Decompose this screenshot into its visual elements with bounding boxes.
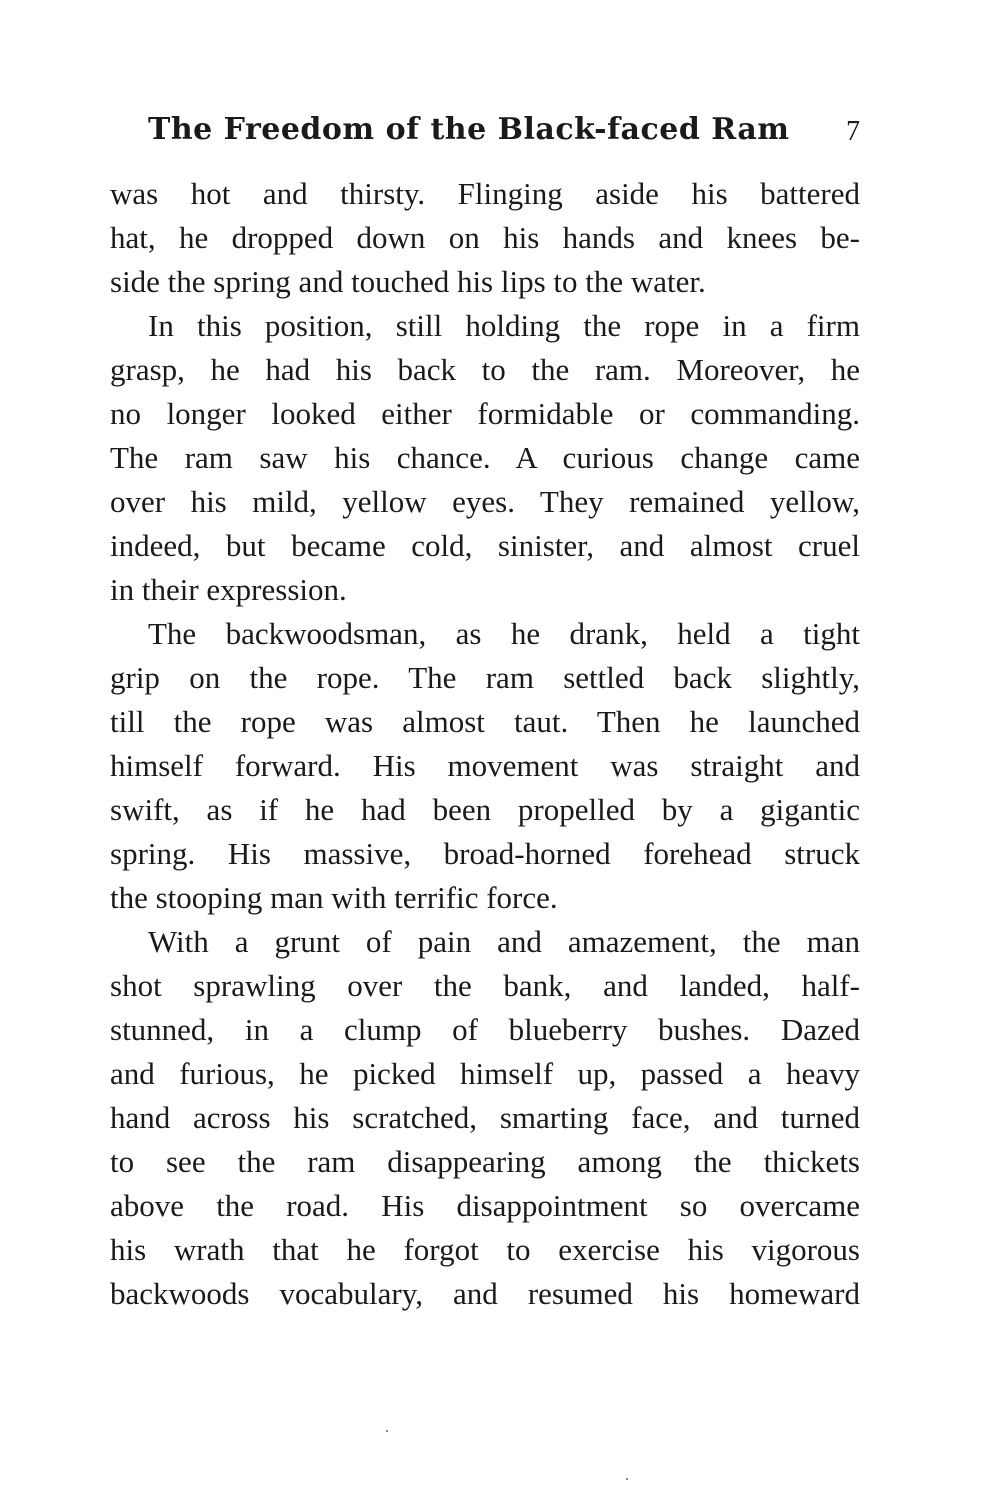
- text-line: in their expression.: [110, 572, 347, 607]
- text-line: stunned, in a clump of blueberry bushes. Dazed: [110, 1012, 860, 1047]
- running-title: The Freedom of the Black-faced Ram: [148, 112, 790, 147]
- text-line: hat, he dropped down on his hands and knees be-: [110, 220, 860, 255]
- paragraph-1: [110, 172, 860, 304]
- text-line: the stooping man with terrific force.: [110, 880, 558, 915]
- text-line: In this position, still holding the rope in a firm: [148, 308, 860, 343]
- text-line: swift, as if he had been propelled by a gigantic: [110, 792, 860, 827]
- text-line: till the rope was almost taut. Then he launched: [110, 704, 860, 739]
- text-line: himself forward. His movement was straight and: [110, 748, 860, 783]
- text-line: The backwoodsman, as he drank, held a tight: [148, 616, 860, 651]
- text-line: hand across his scratched, smarting face, and turned: [110, 1100, 860, 1135]
- text-line: spring. His massive, broad-horned forehead struck: [110, 836, 860, 871]
- paper-speck: [386, 1430, 388, 1432]
- text-line: backwoods vocabulary, and resumed his homeward: [110, 1276, 860, 1311]
- text-line: to see the ram disappearing among the thickets: [110, 1144, 860, 1179]
- text-line: side the spring and touched his lips to the water.: [110, 264, 706, 299]
- running-head: [148, 112, 860, 152]
- text-line: above the road. His disappointment so overcame: [110, 1188, 860, 1223]
- text-line: With a grunt of pain and amazement, the man: [148, 924, 860, 959]
- text-line: The ram saw his chance. A curious change came: [110, 440, 860, 475]
- paper-speck: [626, 1478, 628, 1480]
- paragraph-2: [110, 304, 860, 612]
- text-line: was hot and thirsty. Flinging aside his battered: [110, 176, 860, 211]
- text-line: over his mild, yellow eyes. They remained yellow,: [110, 484, 860, 519]
- text-line: grasp, he had his back to the ram. Moreover, he: [110, 352, 860, 387]
- paragraph-3: [110, 612, 860, 920]
- paragraph-4: [110, 920, 860, 1316]
- text-line: his wrath that he forgot to exercise his vigorous: [110, 1232, 860, 1267]
- text-line: grip on the rope. The ram settled back slightly,: [110, 660, 860, 695]
- text-line: indeed, but became cold, sinister, and almost cruel: [110, 528, 860, 563]
- page-number: 7: [846, 116, 860, 147]
- text-line: shot sprawling over the bank, and landed, half-: [110, 968, 860, 1003]
- body-text: [110, 172, 860, 1316]
- text-line: no longer looked either formidable or commanding.: [110, 396, 860, 431]
- text-line: and furious, he picked himself up, passed a heavy: [110, 1056, 860, 1091]
